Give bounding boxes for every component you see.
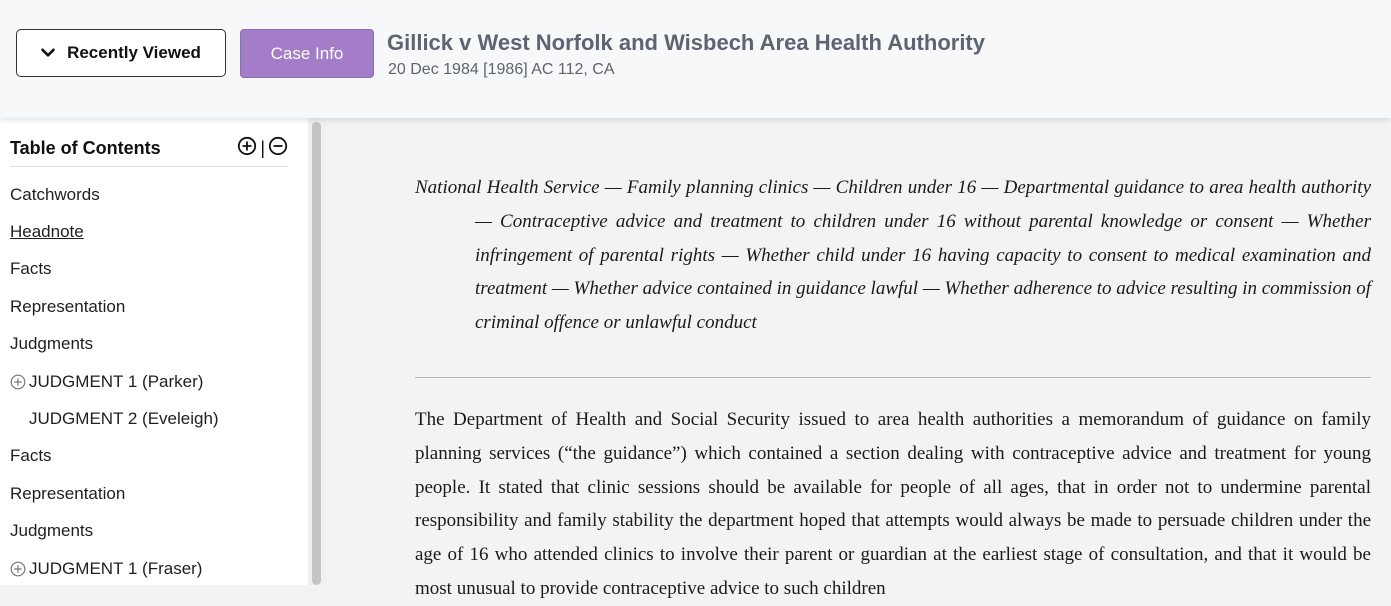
catchwords-text: National Health Service — Family planning clinics — Children under 16 — Departmental guidance to area health authority — Contraceptive advice and treatment to children under 16 without parental knowledge or consent — Whether infringement of parental rights — Whether child under 16 having capacity to consent to medical examination and treatment — Whether advice contained in guidance lawful — Whether adherence to advice resulting in commission of criminal offence or unlawful conduct (415, 177, 1371, 334)
case-citation: 20 Dec 1984 [1986] AC 112, CA (388, 61, 615, 78)
toc-item-representation-2[interactable]: Representation (10, 483, 126, 503)
toc-title: Table of Contents (10, 138, 161, 158)
section-divider (415, 377, 1371, 378)
toc-item-facts[interactable]: Facts (10, 259, 52, 279)
toc-item-headnote[interactable]: Headnote (10, 222, 84, 242)
toc-item-representation[interactable]: Representation (10, 296, 126, 316)
case-info-button[interactable]: Case Info (240, 29, 374, 78)
collapse-all-icon[interactable] (268, 136, 288, 161)
toc-header (10, 136, 288, 167)
toc-item-catchwords[interactable]: Catchwords (10, 184, 100, 204)
toc-item-judgment-1-parker[interactable]: JUDGMENT 1 (Parker) (10, 363, 300, 400)
sidebar-scrollbar[interactable] (312, 122, 321, 585)
expand-icon[interactable] (10, 561, 29, 577)
expand-icon[interactable] (10, 374, 29, 390)
recently-viewed-label: Recently Viewed (67, 43, 201, 62)
toc-item-facts-2[interactable]: Facts (10, 446, 52, 466)
toc-controls (237, 136, 288, 161)
recently-viewed-button[interactable] (16, 29, 226, 77)
table-of-contents-panel (0, 118, 308, 585)
headnote-text: The Department of Health and Social Security issued to area health authorities a memorandum of guidance on family planning services (“the guidance”) which contained a section dealing with contraceptive advice and treatment for young people. It stated that clinic sessions should be available for people of all ages, that in order not to undermine parental responsibility and family stability the department hoped that attempts would always be made to persuade children under the age of 16 who attended clinics to involve their parent or guardian at the earliest stage of consultation, and that it would be most unusual to provide contraceptive advice to such children (415, 409, 1371, 599)
toc-list (10, 176, 300, 587)
chevron-down-icon (41, 48, 55, 58)
separator: | (260, 138, 265, 158)
top-bar (0, 0, 1391, 118)
toc-item-judgment-1-fraser[interactable]: JUDGMENT 1 (Fraser) (10, 550, 300, 587)
case-title: Gillick v West Norfolk and Wisbech Area Health Authority (387, 30, 985, 55)
toc-item-judgments-2[interactable]: Judgments (10, 521, 94, 541)
toc-item-judgment-2-eveleigh[interactable]: JUDGMENT 2 (Eveleigh) (29, 409, 219, 429)
expand-all-icon[interactable] (237, 136, 257, 161)
toc-item-judgments[interactable]: Judgments (10, 334, 94, 354)
document-content (326, 118, 1391, 599)
